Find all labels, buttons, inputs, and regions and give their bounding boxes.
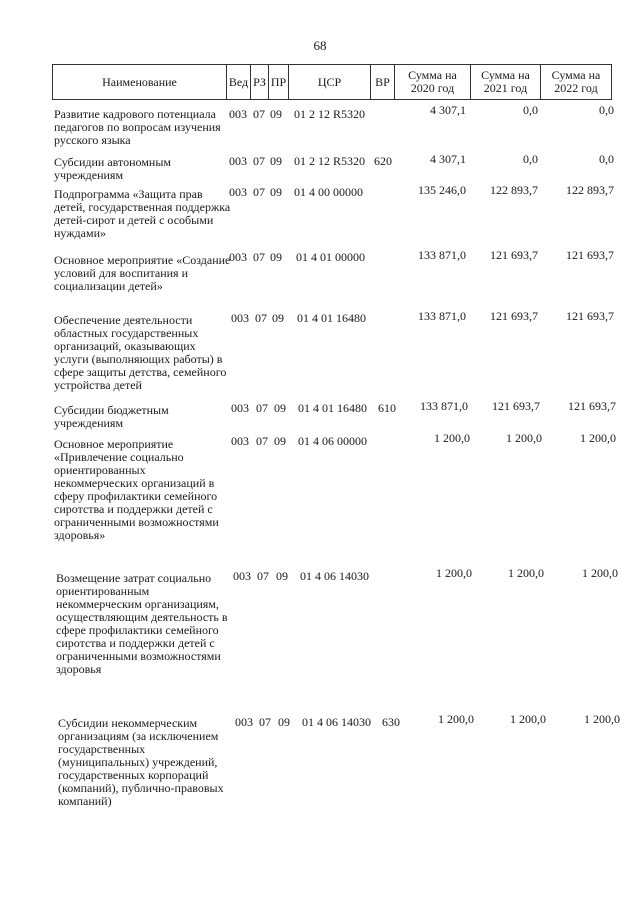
row-sum-2021: 1 200,0: [510, 712, 546, 726]
row-pr: 09: [274, 401, 286, 415]
row-ved: 003: [229, 154, 247, 168]
row-sum-2020: 1 200,0: [438, 712, 474, 726]
row-name: Субсидии автономным учреждениям: [54, 155, 171, 182]
row-rz: 07: [259, 715, 271, 729]
row-sum-2021: 0,0: [523, 103, 538, 117]
row-pr: 09: [272, 311, 284, 325]
row-name: Подпрограмма «Защита прав детей, государственная поддержка детей-сирот и детей с особыми нуждами»: [54, 187, 231, 240]
row-rz: 07: [255, 311, 267, 325]
header-pr: ПР: [268, 64, 288, 100]
row-ved: 003: [235, 715, 253, 729]
header-sum-2022: Сумма на 2022 год: [540, 64, 612, 100]
row-pr: 09: [270, 154, 282, 168]
row-name: Субсидии некоммерческим организациям (за исключением государственных (муниципальных) учреждений, государственных корпораций (компаний), публично-правовых компаний): [58, 716, 224, 808]
row-sum-2021: 0,0: [523, 152, 538, 166]
row-name: Обеспечение деятельности областных государственных организаций, оказывающих услуги (выполняющих работы) в сфере защиты детства, семейного устройства детей: [54, 313, 227, 392]
row-pr: 09: [274, 434, 286, 448]
header-name: Наименование: [52, 64, 226, 100]
row-name: Развитие кадрового потенциала педагогов по вопросам изучения русского языка: [54, 107, 221, 147]
row-sum-2020: 133 871,0: [418, 309, 466, 323]
row-sum-2022: 1 200,0: [582, 566, 618, 580]
row-sum-2022: 1 200,0: [584, 712, 620, 726]
row-sum-2020: 1 200,0: [436, 566, 472, 580]
row-sum-2021: 122 893,7: [490, 183, 538, 197]
header-ved: Вед: [226, 64, 250, 100]
row-csr: 01 4 06 00000: [298, 434, 367, 448]
row-ved: 003: [231, 401, 249, 415]
row-sum-2022: 1 200,0: [580, 431, 616, 445]
page-number: 68: [313, 38, 327, 53]
row-sum-2022: 122 893,7: [566, 183, 614, 197]
row-pr: 09: [270, 250, 282, 264]
row-csr: 01 4 06 14030: [300, 569, 369, 583]
row-csr: 01 4 00 00000: [294, 185, 363, 199]
row-sum-2022: 121 693,7: [566, 309, 614, 323]
row-csr: 01 4 01 16480: [297, 311, 366, 325]
row-ved: 003: [233, 569, 251, 583]
row-rz: 07: [253, 107, 265, 121]
row-sum-2022: 121 693,7: [566, 248, 614, 262]
row-name: Основное мероприятие «Привлечение социально ориентированных некоммерческих организаций в сферу профилактики семейного сиротства и поддержки детей с ограниченными возможностями здоровья»: [54, 437, 219, 542]
row-name: Субсидии бюджетным учреждениям: [54, 403, 169, 430]
row-name: Возмещение затрат социально ориентированным некоммерческим организациям, осуществляющим деятельность в сфере профилактики семейного сиротства и поддержки детей с ограниченными возможностями здоровья: [56, 571, 228, 676]
row-sum-2020: 1 200,0: [434, 431, 470, 445]
row-sum-2020: 135 246,0: [418, 183, 466, 197]
row-sum-2022: 0,0: [599, 152, 614, 166]
row-csr: 01 4 06 14030: [302, 715, 371, 729]
row-rz: 07: [256, 434, 268, 448]
row-rz: 07: [257, 569, 269, 583]
row-sum-2020: 133 871,0: [418, 248, 466, 262]
row-pr: 09: [270, 185, 282, 199]
header-sum-2021: Сумма на 2021 год: [470, 64, 540, 100]
row-sum-2022: 121 693,7: [568, 399, 616, 413]
row-sum-2020: 133 871,0: [420, 399, 468, 413]
row-sum-2021: 121 693,7: [490, 309, 538, 323]
row-ved: 003: [229, 185, 247, 199]
row-rz: 07: [253, 154, 265, 168]
row-ved: 003: [229, 250, 247, 264]
row-vr: 620: [374, 154, 392, 168]
row-csr: 01 2 12 R5320: [294, 107, 366, 121]
row-sum-2021: 121 693,7: [490, 248, 538, 262]
row-sum-2020: 4 307,1: [430, 103, 466, 117]
header-sum-2020: Сумма на 2020 год: [394, 64, 470, 100]
row-pr: 09: [270, 107, 282, 121]
row-csr: 01 2 12 R5320: [294, 154, 366, 168]
row-rz: 07: [256, 401, 268, 415]
row-ved: 003: [229, 107, 247, 121]
row-vr: 610: [378, 401, 396, 415]
row-sum-2021: 1 200,0: [506, 431, 542, 445]
row-sum-2020: 4 307,1: [430, 152, 466, 166]
row-sum-2022: 0,0: [599, 103, 614, 117]
row-ved: 003: [231, 311, 249, 325]
row-sum-2021: 1 200,0: [508, 566, 544, 580]
header-vr: ВР: [370, 64, 394, 100]
row-sum-2021: 121 693,7: [492, 399, 540, 413]
row-rz: 07: [253, 185, 265, 199]
row-csr: 01 4 01 16480: [298, 401, 367, 415]
row-rz: 07: [253, 250, 265, 264]
row-vr: 630: [382, 715, 400, 729]
row-pr: 09: [278, 715, 290, 729]
row-csr: 01 4 01 00000: [296, 250, 365, 264]
row-name: Основное мероприятие «Создание условий для воспитания и социализации детей»: [54, 253, 231, 293]
header-csr: ЦСР: [288, 64, 370, 100]
row-pr: 09: [276, 569, 288, 583]
header-rz: РЗ: [250, 64, 268, 100]
row-ved: 003: [231, 434, 249, 448]
